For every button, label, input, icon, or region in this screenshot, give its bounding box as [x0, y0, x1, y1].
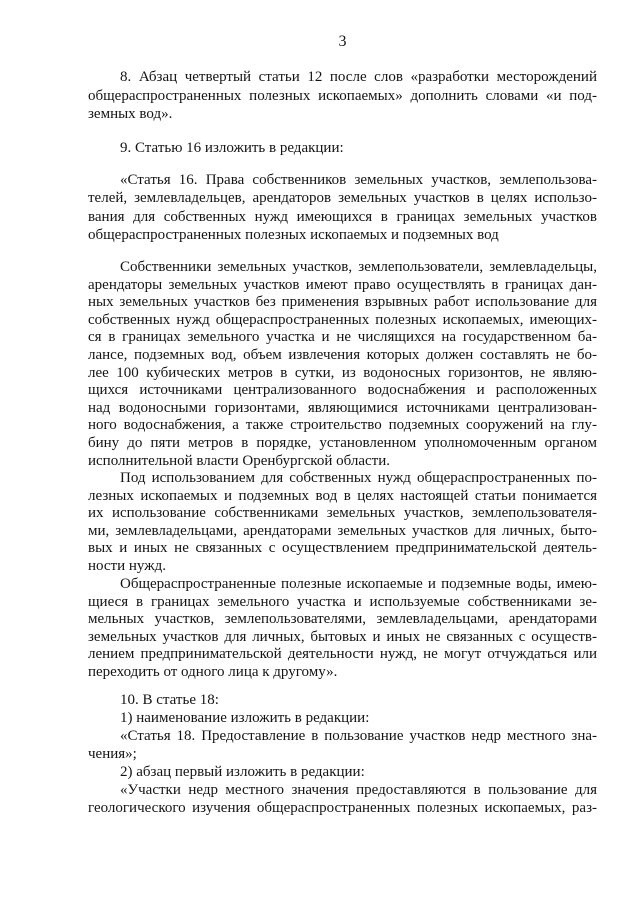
- item-10-heading: 10. В статье 18:: [120, 692, 219, 708]
- article-16-title-line-4: общераспространенных полезных ископаемых и подземных вод: [88, 227, 499, 244]
- article-16-p1-line-12: исполнительной власти Оренбургской области.: [88, 452, 390, 469]
- article-16-p1-line-2: арендаторы земельных участков имеют право осуществлять в границах дан-: [88, 276, 597, 293]
- item-8-line-1: 8. Абзац четвертый статьи 12 после слов «разработки месторождений: [120, 69, 597, 85]
- article-16-p1-line-10: ного водоснабжения, а также строительство подземных сооружений на глу-: [88, 417, 597, 434]
- article-18-para-line-1: «Участки недр местного значения предоставляются в пользование для: [120, 782, 597, 798]
- article-16-p3-line-2: щиеся в границах земельного участка и используемые собственниками зе-: [88, 593, 597, 610]
- article-16-p2-line-1: Под использованием для собственных нужд общераспространенных по-: [120, 470, 597, 486]
- article-16-p1-line-3: ных земельных участков без применения взрывных работ использование для: [88, 294, 597, 311]
- article-16-paragraph-3: [88, 576, 597, 682]
- item-9-line-1: 9. Статью 16 изложить в редакции:: [120, 140, 344, 156]
- article-18-para-line-2: геологического изучения общераспространенных полезных ископаемых, раз-: [88, 800, 597, 816]
- article-16-title-line-1: «Статья 16. Права собственников земельных участков, землепользова-: [120, 172, 597, 188]
- page-number: 3: [338, 33, 347, 50]
- article-16-p3-line-6: переходить от одного лица к другому».: [88, 663, 338, 680]
- article-16-p1-line-11: бину до пяти метров в порядке, установленном уполномоченным органом: [88, 434, 597, 451]
- article-16-p2-line-5: вых и иных не связанных с осуществлением предпринимательской деятель-: [88, 540, 597, 557]
- item-8-line-2: общераспространенных полезных ископаемых» дополнить словами «и под-: [88, 87, 597, 104]
- article-16-title-line-2: телей, землевладельцев, арендаторов земельных участков в целях использо-: [88, 190, 597, 207]
- article-16-p1-line-7: лее 100 кубических метров в сутки, из водоносных горизонтов, не являю-: [88, 364, 597, 381]
- item-10-subitem-1: 1) наименование изложить в редакции:: [120, 710, 370, 726]
- article-16-p3-line-1: Общераспространенные полезные ископаемые и подземные воды, имею-: [120, 576, 597, 592]
- item-10-section: [88, 691, 597, 817]
- article-16-title-line-3: вания для собственных нужд имеющихся в границах земельных участков: [88, 208, 597, 225]
- article-16-p2-line-2: лезных ископаемых и подземных вод в целях настоящей статьи понимается: [88, 487, 597, 504]
- article-16-p1-line-5: ся в границах земельного участка и не числящихся на государственном ба-: [88, 329, 597, 346]
- article-16-p2-line-6: ности нужд.: [88, 557, 166, 574]
- article-16-p1-line-9: над водоносными горизонтами, являющимися источниками централизован-: [88, 399, 597, 416]
- article-16-p2-line-3: их использование собственниками земельных участков, землепользователя-: [88, 505, 597, 522]
- item-9-paragraph: [88, 139, 597, 158]
- article-18-title-line-1: «Статья 18. Предоставление в пользование участков недр местного зна-: [120, 728, 597, 744]
- article-16-p1-line-4: собственных нужд общераспространенных полезных ископаемых, имеющих-: [88, 311, 597, 328]
- article-16-p1-line-6: лансе, подземных вод, объем извлечения которых должен составлять не бо-: [88, 346, 597, 363]
- article-16-title: [88, 171, 597, 245]
- article-16-paragraph-1: [88, 259, 597, 470]
- item-8-paragraph: [88, 68, 597, 124]
- article-16-p3-line-5: лением предпринимательской деятельности нужд, не могут отчуждаться или: [88, 646, 597, 663]
- article-16-p3-line-4: земельных участков для личных, бытовых и иных не связанных с осуществ-: [88, 628, 597, 645]
- article-16-p1-line-8: щихся источниками централизованного водоснабжения и расположенных: [88, 382, 597, 399]
- article-16-p1-line-1: Собственники земельных участков, землепользователи, землевладельцы,: [120, 259, 597, 275]
- article-16-p3-line-3: мельных участков, землепользователями, землевладельцами, арендаторами: [88, 611, 597, 628]
- article-16-paragraph-2: [88, 470, 597, 576]
- article-18-title-line-2: чения»;: [88, 746, 137, 762]
- item-10-subitem-2: 2) абзац первый изложить в редакции:: [120, 764, 365, 780]
- item-8-line-3: земных вод».: [88, 106, 173, 122]
- article-16-p2-line-4: ми, землевладельцами, арендаторами земельных участков для личных, быто-: [88, 522, 597, 539]
